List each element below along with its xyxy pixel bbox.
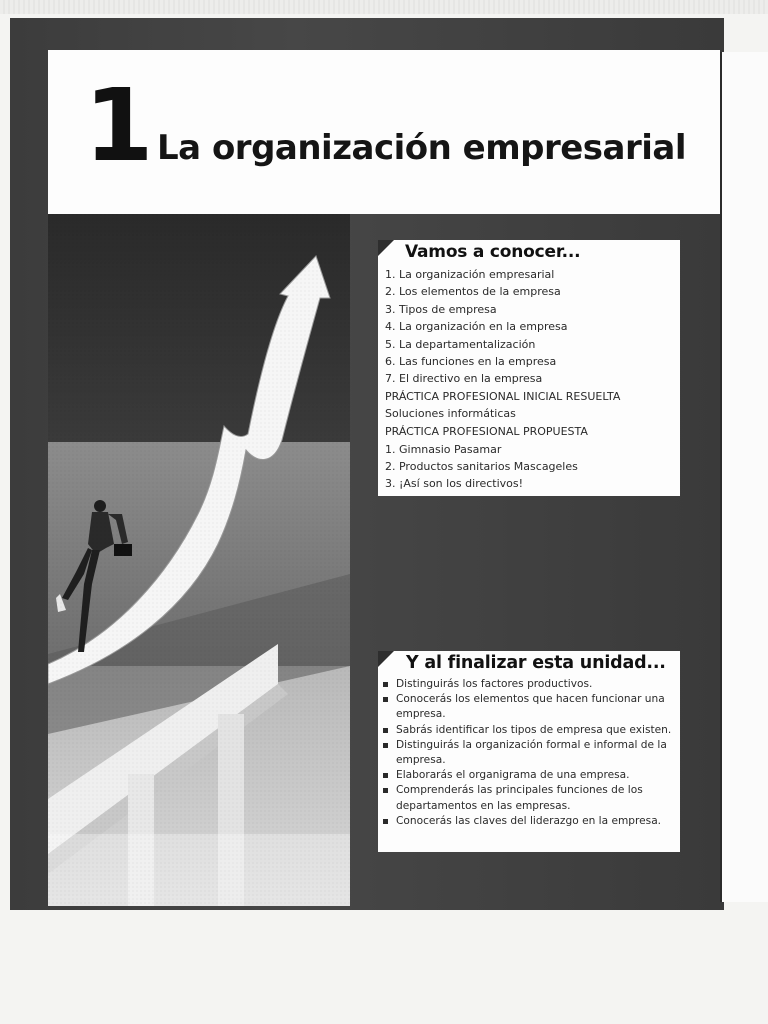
objective-text: Conocerás los elementos que hacen funcionar una empresa. (396, 693, 665, 721)
objective-text: Comprenderás las principales funciones de los departamentos en las empresas. (396, 784, 643, 812)
list-item: 7. El directivo en la empresa (385, 372, 543, 386)
list-item: 3. ¡Así son los directivos! (385, 477, 524, 491)
bullet-square-icon (383, 697, 388, 702)
objective-text: Conocerás las claves del liderazgo en la empresa. (396, 814, 662, 827)
list-item (382, 814, 674, 829)
objective-text: Distinguirás los factores productivos. (396, 678, 593, 690)
bullet-square-icon (383, 743, 388, 748)
film-grain (48, 214, 350, 906)
list-item: 4. La organización en la empresa (385, 320, 568, 334)
objectives-box (378, 651, 680, 852)
objective-text: Distinguirás la organización formal e informal de la empresa. (396, 738, 667, 767)
list-item (382, 738, 674, 768)
bullet-square-icon (383, 819, 388, 824)
scan-edge (0, 0, 768, 14)
facing-page-edge (720, 52, 768, 902)
list-item: 2. Los elementos de la empresa (385, 285, 561, 299)
practice-solved-heading: PRÁCTICA PROFESIONAL INICIAL RESUELTA (385, 389, 621, 403)
know-box (378, 240, 680, 496)
contents-list (378, 266, 680, 388)
box-corner-mark (378, 651, 394, 667)
bullet-square-icon (383, 788, 388, 793)
objectives-box-title: Y al finalizar esta unidad... (406, 653, 666, 673)
list-item: 2. Productos sanitarios Mascageles (385, 460, 578, 474)
bullet-square-icon (383, 728, 388, 733)
bullet-square-icon (383, 773, 388, 778)
chapter-number: 1 (84, 67, 150, 184)
practice-solved-item: Soluciones informáticas (385, 407, 516, 421)
list-item: 1. Gimnasio Pasamar (385, 442, 502, 456)
practice-proposed-heading: PRÁCTICA PROFESIONAL PROPUESTA (385, 425, 588, 439)
objectives-list (378, 677, 680, 829)
list-item: 6. Las funciones en la empresa (385, 355, 557, 369)
list-item (382, 768, 674, 783)
bullet-square-icon (383, 682, 388, 687)
list-item: 3. Tipos de empresa (385, 302, 497, 316)
list-item: 1. La organización empresarial (385, 268, 555, 281)
list-item (382, 723, 674, 738)
chapter-title: La organización empresarial (157, 128, 687, 168)
list-item (382, 677, 674, 692)
know-box-title: Vamos a conocer... (405, 242, 581, 262)
list-item (382, 783, 674, 813)
objective-text: Elaborarás el organigrama de una empresa. (396, 769, 630, 782)
practice-proposed-list (378, 441, 680, 493)
list-item: 5. La departamentalización (385, 337, 536, 351)
box-corner-mark (378, 240, 394, 256)
list-item (382, 692, 674, 722)
objective-text: Sabrás identificar los tipos de empresa que existen. (396, 723, 672, 736)
chapter-illustration (48, 214, 350, 906)
